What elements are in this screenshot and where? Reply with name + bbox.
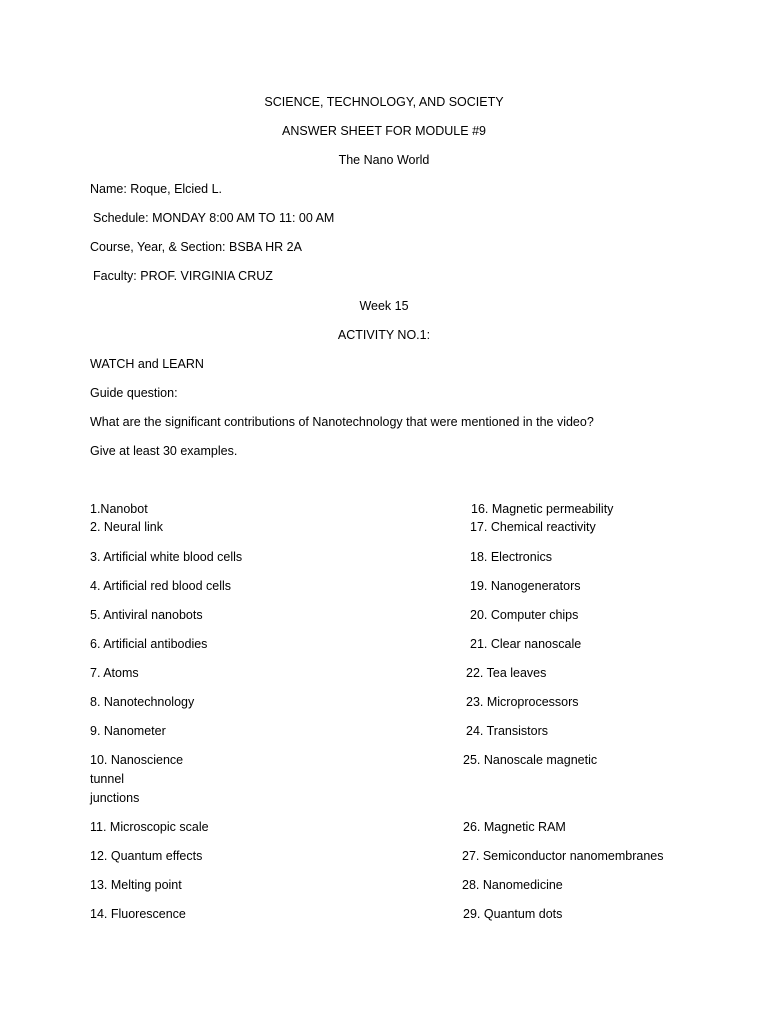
answer-item-right: 20. Computer chips	[470, 608, 579, 622]
schedule: Schedule: MONDAY 8:00 AM TO 11: 00 AM	[93, 211, 335, 225]
answer-item-left: 5. Antiviral nanobots	[90, 608, 203, 622]
answer-sheet-title: ANSWER SHEET FOR MODULE #9	[282, 124, 486, 138]
answer-item-right: 19. Nanogenerators	[470, 579, 581, 593]
answer-item-left: 1.Nanobot	[90, 502, 148, 516]
module-title: The Nano World	[338, 153, 430, 167]
answer-item-right: 29. Quantum dots	[463, 907, 563, 921]
answer-item-left: 8. Nanotechnology	[90, 695, 195, 709]
answer-item-left: 12. Quantum effects	[90, 849, 203, 863]
answer-item-left: 10. Nanoscience	[90, 753, 184, 767]
answer-item-right: 25. Nanoscale magnetic	[463, 753, 598, 767]
answer-item-left: 4. Artificial red blood cells	[90, 579, 232, 593]
answer-item-right: 27. Semiconductor nanomembranes	[462, 849, 664, 863]
answer-item-left: tunnel	[90, 772, 125, 786]
answer-item-left: 11. Microscopic scale	[90, 820, 209, 834]
activity-number: ACTIVITY NO.1:	[337, 328, 431, 342]
answer-item-right: 26. Magnetic RAM	[463, 820, 566, 834]
answer-item-left: 9. Nanometer	[90, 724, 166, 738]
answer-item-right: 17. Chemical reactivity	[470, 520, 596, 534]
activity-title: WATCH and LEARN	[90, 357, 204, 371]
week-label: Week 15	[359, 299, 409, 313]
answer-item-left: 13. Melting point	[90, 878, 182, 892]
faculty: Faculty: PROF. VIRGINIA CRUZ	[93, 269, 273, 283]
answer-item-left: 2. Neural link	[90, 520, 163, 534]
answer-item-right: 18. Electronics	[470, 550, 552, 564]
course-section: Course, Year, & Section: BSBA HR 2A	[90, 240, 302, 254]
guide-label: Guide question:	[90, 386, 178, 400]
student-name: Name: Roque, Elcied L.	[90, 182, 223, 196]
answer-item-left: 14. Fluorescence	[90, 907, 186, 921]
course-title: SCIENCE, TECHNOLOGY, AND SOCIETY	[264, 95, 504, 109]
answer-item-right: 28. Nanomedicine	[462, 878, 563, 892]
instruction: Give at least 30 examples.	[90, 444, 238, 458]
answer-item-right: 22. Tea leaves	[466, 666, 547, 680]
guide-question: What are the significant contributions of Nanotechnology that were mentioned in the video?	[90, 415, 594, 429]
answer-item-right: 24. Transistors	[466, 724, 548, 738]
answer-item-right: 23. Microprocessors	[466, 695, 579, 709]
answer-item-left: 6. Artificial antibodies	[90, 637, 208, 651]
answer-item-right: 21. Clear nanoscale	[470, 637, 582, 651]
answer-item-left: junctions	[90, 791, 140, 805]
answer-item-left: 3. Artificial white blood cells	[90, 550, 243, 564]
answer-item-left: 7. Atoms	[90, 666, 139, 680]
answer-item-right: 16. Magnetic permeability	[471, 502, 614, 516]
